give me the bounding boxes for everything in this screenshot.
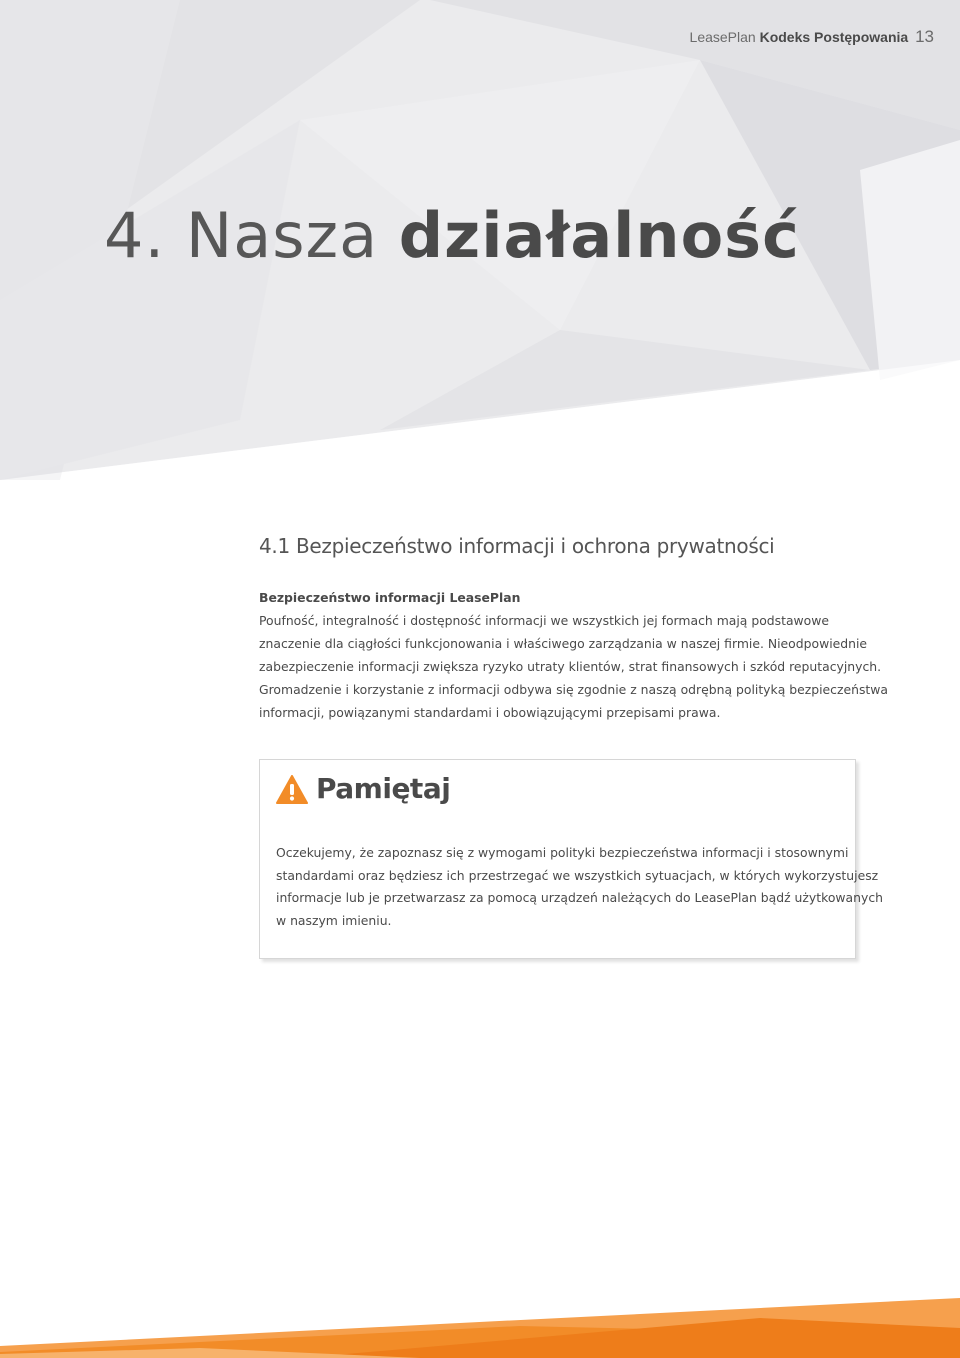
body-line: Gromadzenie i korzystanie z informacji odbywa się zgodnie z naszą odrębną polityką bezpieczeństwa <box>259 682 888 697</box>
section-heading: 4.1 Bezpieczeństwo informacji i ochrona prywatności <box>259 534 775 558</box>
chapter-title <box>104 199 800 272</box>
body-line: informacji, powiązanymi standardami i obowiązującymi przepisami prawa. <box>259 705 721 720</box>
warning-icon <box>276 775 308 805</box>
chapter-title-prefix: 4. Nasza <box>104 199 399 272</box>
chapter-title-bold: działalność <box>398 199 800 272</box>
callout-line: standardami oraz będziesz ich przestrzegać we wszystkich sytuacjach, w których wykorzystujesz <box>276 867 879 883</box>
header-doc-name: Kodeks Postępowania <box>759 29 909 45</box>
callout-body <box>276 842 883 932</box>
header-brand: LeasePlan <box>689 29 756 45</box>
reminder-callout <box>259 759 883 959</box>
footer-orange-band <box>0 1288 960 1358</box>
body-line: Poufność, integralność i dostępność informacji we wszystkich jej formach mają podstawowe <box>259 613 830 628</box>
callout-line: informacje lub je przetwarzasz za pomocą urządzeń należących do LeasePlan bądź użytkowanych <box>276 890 883 905</box>
page-number: 13 <box>915 27 934 46</box>
callout-line: w naszym imieniu. <box>276 912 392 928</box>
page-header <box>690 27 934 47</box>
callout-line: Oczekujemy, że zapoznasz się z wymogami polityki bezpieczeństwa informacji i stosownymi <box>276 845 849 860</box>
callout-title: Pamiętaj <box>316 772 451 805</box>
section-subheading: Bezpieczeństwo informacji LeasePlan <box>259 590 521 605</box>
section-body <box>259 586 899 724</box>
body-line: zabezpieczenie informacji zwiększa ryzyko utraty klientów, strat finansowych i szkód reputacyjnych. <box>259 659 882 674</box>
body-line: znaczenie dla ciągłości funkcjonowania i właściwego zarządzania w naszej firmie. Nieodpowiednie <box>259 636 868 651</box>
